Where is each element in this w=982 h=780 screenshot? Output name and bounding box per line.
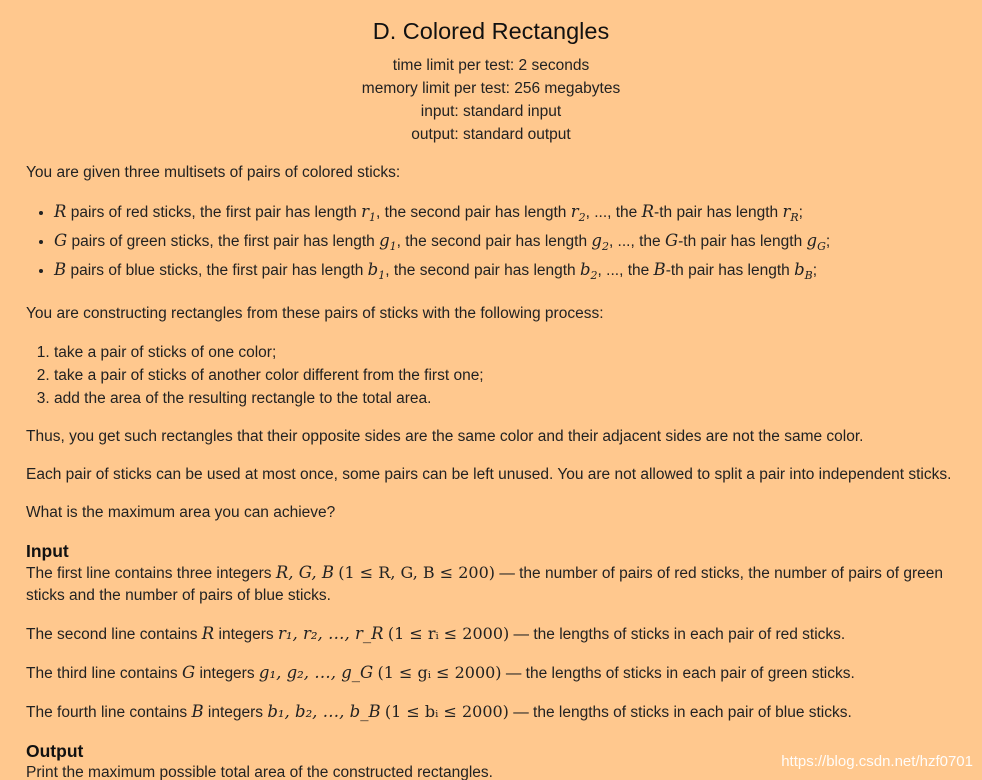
time-limit: time limit per test: 2 seconds [392,57,590,74]
list-item-red: • R pairs of red sticks, the first pair has length $r_1$, the second pair has length $r_2$, ..., the R-th pair has length $r_R$; [54,200,968,229]
list-item-blue: • B pairs of blue sticks, the first pair has length $b_1$, the second pair has length $b_2$, ..., the B-th pair has length $b_B$; [54,258,968,287]
question-paragraph: What is the maximum area you can achieve? [26,504,336,521]
each-pair-paragraph: Each pair of sticks can be used at most once, some pairs can be left unused. You are not allowed to split a pair into independent sticks. [26,466,952,483]
input-spec: input: standard input [420,103,562,120]
problem-header [0,16,982,146]
input-line-1: The first line contains three integers R, G, B (1 ≤ R, G, B ≤ 200) — the number of pairs of red sticks, the number of pairs of green sticks and the number of pairs of blue sticks. [26,563,944,604]
input-line-3: The third line contains G integers g₁, g₂, …, g_G (1 ≤ gᵢ ≤ 2000) — the lengths of sticks in each pair of green sticks. [26,663,855,682]
input-section [26,540,968,724]
input-line-4: The fourth line contains B integers b₁, b₂, …, b_B (1 ≤ bᵢ ≤ 2000) — the lengths of sticks in each pair of blue sticks. [26,702,852,721]
step-item: 3. add the area of the resulting rectangle to the total area. [54,387,968,410]
thus-paragraph: Thus, you get such rectangles that their opposite sides are the same color and their adjacent sides are not the same color. [26,428,864,445]
multiset-list [26,200,968,287]
process-steps [26,341,968,410]
process-paragraph: You are constructing rectangles from these pairs of sticks with the following process: [26,305,604,322]
output-spec: output: standard output [411,126,571,143]
problem-title: D. Colored Rectangles [372,18,610,44]
input-title: Input [26,541,69,561]
output-text: Print the maximum possible total area of the constructed rectangles. [26,764,493,780]
problem-limits [0,54,982,146]
memory-limit: memory limit per test: 256 megabytes [361,80,621,97]
watermark-text: https://blog.csdn.net/hzf0701 [781,753,973,770]
problem-statement [26,162,968,780]
step-item: 1. take a pair of sticks of one color; [54,341,968,364]
intro-paragraph: You are given three multisets of pairs of colored sticks: [26,164,401,181]
list-item-green: • G pairs of green sticks, the first pair has length $g_1$, the second pair has length $g_2$, ..., the G-th pair has length $g_G$; [54,229,968,258]
output-title: Output [26,741,84,761]
input-line-2: The second line contains R integers r₁, r₂, …, r_R (1 ≤ rᵢ ≤ 2000) — the lengths of sticks in each pair of red sticks. [26,624,846,643]
step-item: 2. take a pair of sticks of another color different from the first one; [54,364,968,387]
